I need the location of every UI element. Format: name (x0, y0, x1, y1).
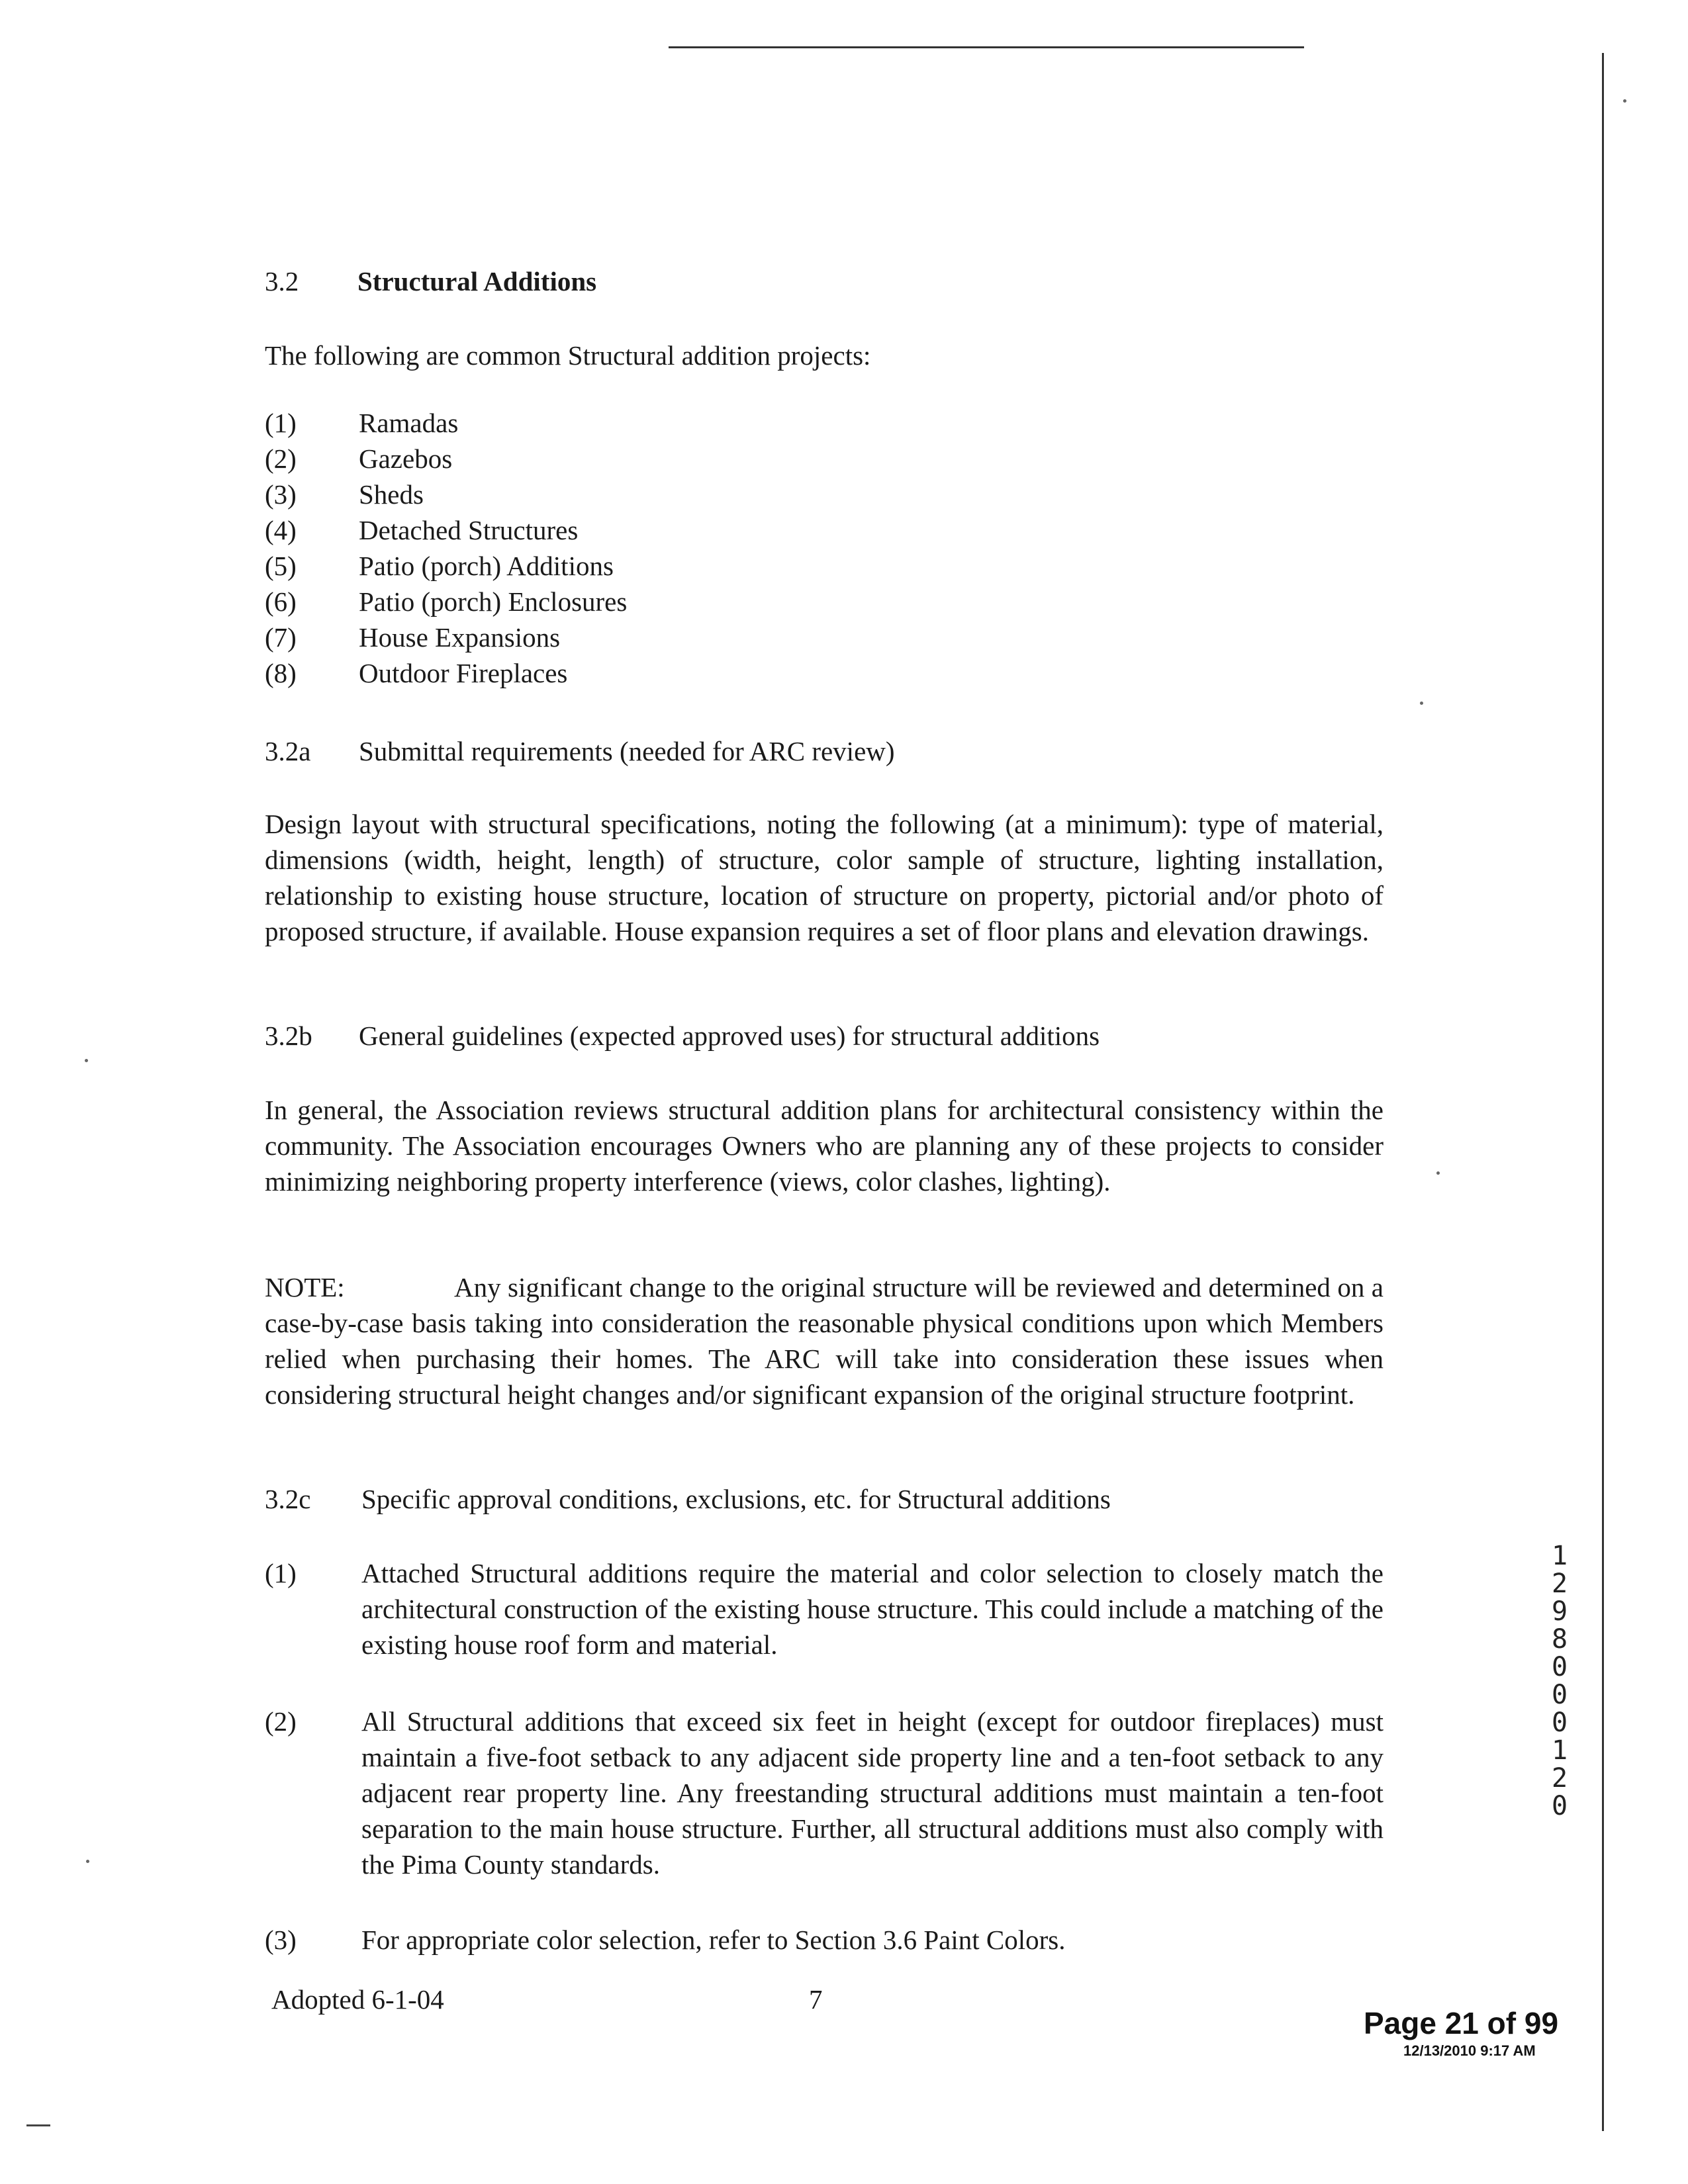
subsection-a-title: Submittal requirements (needed for ARC review) (359, 736, 895, 766)
page-of-stamp: Page 21 of 99 (1364, 2006, 1559, 2040)
list-item-number: (8) (265, 658, 297, 688)
footer-adopted: Adopted 6-1-04 (271, 1984, 444, 2015)
right-scan-rule (1602, 53, 1604, 2131)
list-item-number: (2) (265, 443, 297, 474)
subsection-b-number: 3.2b (265, 1021, 312, 1051)
list-item-label: Patio (porch) Enclosures (359, 586, 628, 617)
list-item-number: (3) (265, 479, 297, 510)
list-item-label: Patio (porch) Additions (359, 551, 614, 581)
note-body: Any significant change to the original structure will be reviewed and determined on a case-by-case basis taking into consideration the reasonable physical conditions upon which Members relied when purchasing their homes. The ARC will take into consideration these issues when considering structural height changes and/or significant expansion of the original structure footprint. (265, 1272, 1383, 1410)
list-item-label: House Expansions (359, 622, 561, 653)
subsection-b-title: General guidelines (expected approved uses) for structural additions (359, 1021, 1100, 1051)
condition-number: (3) (265, 1925, 297, 1955)
condition-number: (2) (265, 1706, 297, 1737)
list-item-number: (1) (265, 408, 297, 438)
subsection-c-title: Specific approval conditions, exclusions, etc. for Structural additions (361, 1484, 1111, 1514)
intro-text: The following are common Structural addition projects: (265, 340, 871, 371)
list-item-number: (5) (265, 551, 297, 581)
list-item-label: Ramadas (359, 408, 459, 438)
condition-text: All Structural additions that exceed six feet in height (except for outdoor fireplaces) must maintain a five-foot setback to any adjacent side property line and a ten-foot setback to any adjacent rear property line. Any freestanding structural additions must maintain a ten-foot separation to the main house structure. Further, all structural additions must also comply with the Pima County standards. (361, 1706, 1383, 1880)
condition-text: For appropriate color selection, refer to Section 3.6 Paint Colors. (361, 1925, 1066, 1955)
list-item-label: Outdoor Fireplaces (359, 658, 568, 688)
top-scan-rule (669, 46, 1304, 48)
subsection-a-number: 3.2a (265, 736, 311, 766)
subsection-a-body: Design layout with structural specifications, noting the following (at a minimum): type of material, dimensions (width, height, length) of structure, color sample of structure, lighting installation, relationship to existing house structure, location of structure on property, pictorial and/or photo of proposed structure, if available. House expansion requires a set of floor plans and elevation drawings. (265, 809, 1383, 946)
list-item-label: Detached Structures (359, 515, 579, 545)
list-item-label: Gazebos (359, 443, 453, 474)
scan-speck (85, 1059, 88, 1062)
section-title: Structural Additions (357, 266, 597, 296)
list-item-number: (7) (265, 622, 297, 653)
note-label: NOTE: (265, 1272, 345, 1302)
condition-number: (1) (265, 1558, 297, 1588)
document-id-stamp: 12980 00120 (1551, 1541, 1584, 1821)
scan-speck (1623, 99, 1626, 103)
scan-speck (86, 1860, 89, 1863)
subsection-b-body: In general, the Association reviews structural addition plans for architectural consistency within the community. The Association encourages Owners who are planning any of these projects to consider minimizing neighboring property interference (views, color clashes, lighting). (265, 1095, 1383, 1197)
section-number: 3.2 (265, 266, 299, 296)
list-item-number: (6) (265, 586, 297, 617)
subsection-c-number: 3.2c (265, 1484, 311, 1514)
scan-speck (1420, 702, 1423, 705)
scan-mark (26, 2124, 50, 2126)
scan-speck (1436, 1171, 1440, 1175)
footer-page-number: 7 (809, 1984, 823, 2015)
list-item-number: (4) (265, 515, 297, 545)
list-item-label: Sheds (359, 479, 424, 510)
condition-text: Attached Structural additions require the material and color selection to closely match the architectural construction of the existing house structure. This could include a matching of the existing house roof form and material. (361, 1558, 1383, 1660)
datetime-stamp: 12/13/2010 9:17 AM (1403, 2042, 1536, 2059)
